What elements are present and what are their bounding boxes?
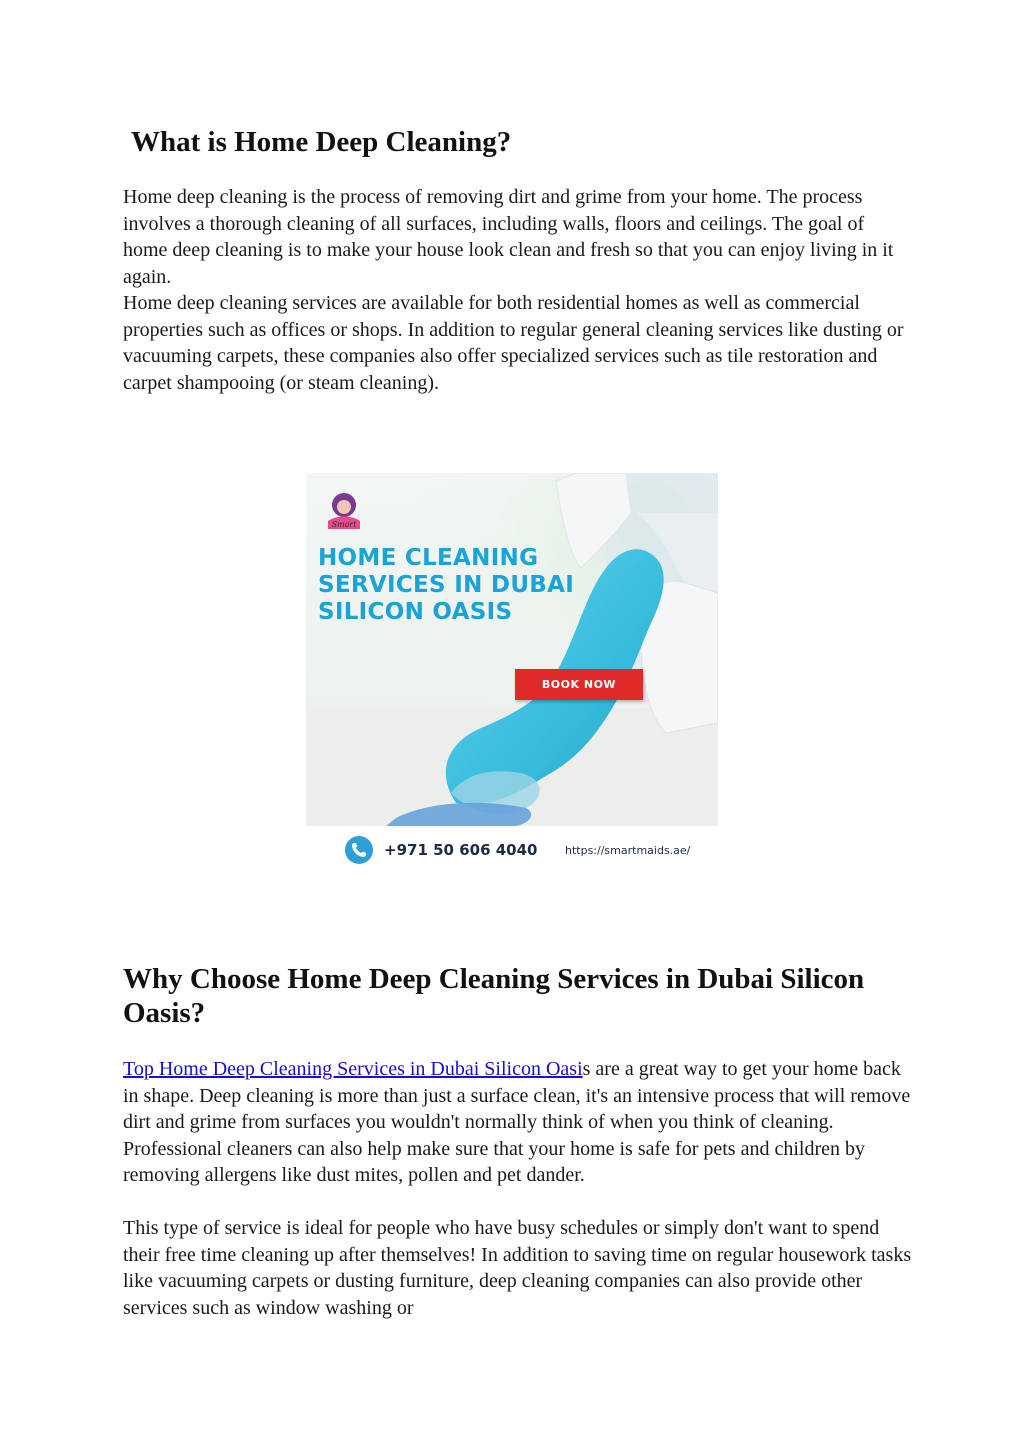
svg-text:Smart: Smart <box>331 520 357 529</box>
paragraph-definition: Home deep cleaning is the process of removing dirt and grime from your home. The process involves a thorough cleaning of all surfaces, including walls, floors and ceilings. The goal of home deep cleaning is to make your house look clean and fresh so that you can enjoy living in it again. <box>123 186 894 288</box>
paragraph-why-choose <box>123 1056 913 1189</box>
paragraph-ideal-for: This type of service is ideal for people who have busy schedules or simply don't want to spend their free time cleaning up after themselves! In addition to saving time on regular housework tasks like vacuuming carpets or dusting furniture, deep cleaning companies can also provide other services such as window washing or <box>123 1217 912 1319</box>
section-heading-what-is: What is Home Deep Cleaning? <box>131 126 512 158</box>
promo-title: HOME CLEANING SERVICES IN DUBAI SILICON OASIS <box>318 545 575 625</box>
smart-maids-logo-icon <box>318 483 370 535</box>
phone-icon <box>344 835 374 865</box>
paragraph-why-choose-text: s are a great way to get your home back in shape. Deep cleaning is more than just a surface clean, it's an intensive process that will remove dirt and grime from surfaces you wouldn't normally think of when you think of cleaning. Professional cleaners can also help make sure that your home is safe for pets and children by removing allergens like dust mites, pollen and pet dander. <box>123 1058 911 1187</box>
top-services-link[interactable]: Top Home Deep Cleaning Services in Dubai Silicon Oasi <box>123 1058 583 1080</box>
promo-website-url: https://smartmaids.ae/ <box>565 844 691 857</box>
section-heading-why-choose: Why Choose Home Deep Cleaning Services in Dubai Silicon Oasis? <box>123 963 865 1029</box>
promo-phone-number: +971 50 606 4040 <box>384 841 538 859</box>
book-now-button[interactable]: BOOK NOW <box>515 669 643 700</box>
paragraph-services: Home deep cleaning services are available for both residential homes as well as commercial properties such as offices or shops. In addition to regular general cleaning services like dusting or vacuuming carpets, these companies also offer specialized services such as tile restoration and carpet shampooing (or steam cleaning). <box>123 292 904 394</box>
promo-banner-image <box>306 473 718 885</box>
